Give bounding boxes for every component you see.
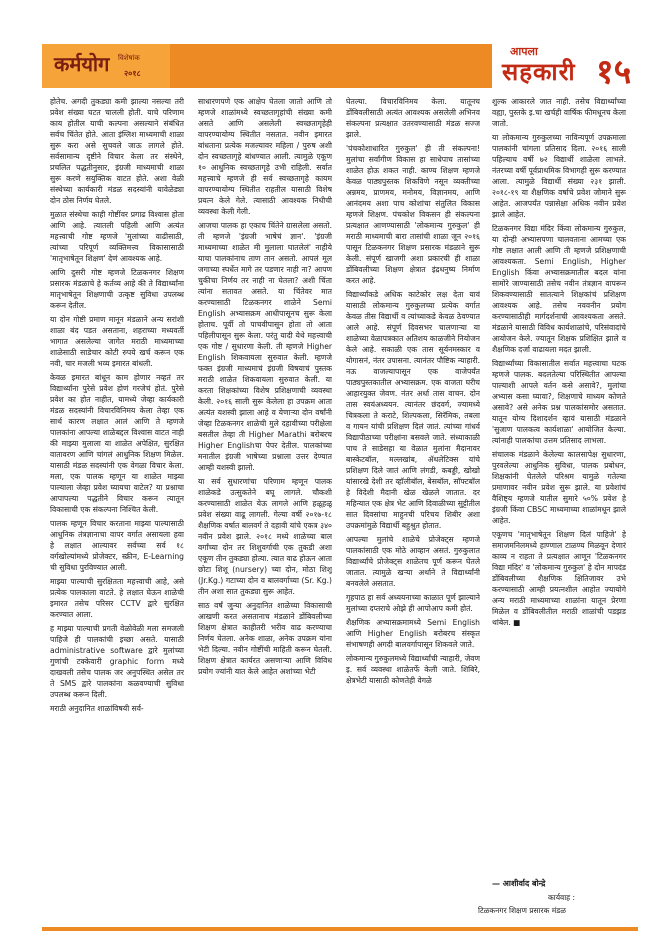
brand-small: आपला (510, 45, 538, 58)
paragraph: घेतल्या. विचारविनिमय केला. यातूनच डोंबिवलीसाठी अत्यंत आवश्यक असलेली अभिनव संकल्पना प्रत्यक्षात उतरवण्यासाठी मंडळ सज्ज झाले. (346, 97, 480, 139)
paragraph: माझ्या पाल्याची सुरक्षितता महत्त्वाची आहे, असे प्रत्येक पालकाला वाटते. हे लक्षात घेऊन शाळेची इमारत तसेच परिसर CCTV द्वारे सुरक्षित करण्यात आला. (50, 577, 184, 619)
paragraph: साठ वर्षं जुन्या अनुदानित शाळेच्या विकासाची आखणी करत असतानाच मंडळाने डोंबिवलीच्या शिक्षण क्षेत्रात काहीतरी भरीव वाढ करण्याचा निर्णय घेतला. अनेक शाळा, अनेक उपक्रम यांना भेटी दिल्या. नवीन गोष्टींची माहिती करून घेतली. शिक्षण क्षेत्रात कार्यरत असणाऱ्या आणि विविध प्रयोग ज्यांनी यात केले आहेत अशांच्या भेटी (198, 601, 332, 676)
paragraph: मराठी अनुदानित शाळांविषयी सर्व- (50, 704, 144, 713)
paragraph: शुल्क आकारले जात नाही. तसेच विद्यार्थ्यांच्या वह्या, पुस्तके इ.चा खर्चही वार्षिक फीमधूनच केला जातो. (492, 97, 626, 128)
page-number: १५ (596, 52, 632, 92)
page-header (42, 44, 638, 92)
paragraph: या सर्व सुधारणांचा परिणाम म्हणून पालक शाळेकडे उत्सुकतेने बघू लागले. चौकशी करण्यासाठी शाळेत येऊ लागले आणि हळूहळू प्रवेश संख्या वाढू लागली. गेल्या वर्षी २०१७-१८ शैक्षणिक वर्षात बालवर्ग ते दहावी यांचे एकत्र ३४० नवीन प्रवेश झाले. २०१८ मध्ये शाळेच्या बाल वर्गांच्या दोन तर शिशुवर्गाची एक तुकडी अशा एकूण तीन तुकड्या होत्या. त्यात वाढ होऊन आता छोटा शिशू (nursery) च्या दोन, मोठा शिशू (Jr.Kg.) गटाच्या दोन व बालवर्गाच्या (Sr. Kg.) तीन अशा सात तुकड्या सुरू आहेत. (198, 477, 332, 596)
logo-sub: विशेषांक (118, 54, 140, 62)
article-column-2 (198, 96, 332, 902)
issue-logo (42, 44, 170, 88)
paragraph: होतेच. अगदी तुकड्या कमी झाल्या नसल्या तरी प्रवेश संख्या घटत चालली होती. याचे परिणाम काय होतील याची कल्पना असल्याने संबंधित सर्वच चिंतेत होते. आता इंग्लिश माध्यमाची शाळा सुरू करा असे सुचवले जाऊ लागले होते. सर्वसामान्य दृष्टीने विचार केला तर संस्थेने, प्रचलित पद्धतीनुसार, इंग्रजी माध्यमाची शाळा सुरू करणे सयुक्तिक वाटत होते. अशा वेळी संस्थेच्या कार्यकारी मंडळ सदस्यांनी यावेळेड्या दोन ठोस निर्णय घेतले. (50, 97, 184, 205)
brand-title: सहकारी (502, 58, 576, 86)
paragraph: आणि दुसरी गोष्ट म्हणजे टिळकनगर शिक्षण प्रसारक मंडळाचे हे कर्तव्य आहे की ते विद्यार्थ्यांना मातृभाषेतून शिक्षणाची उत्कृष्ट सुविधा उपलब्ध करून देतील. (50, 268, 184, 310)
paragraph: आजचा पालक हा एकाच चिंतेने ग्रासलेला असतो. ती म्हणजे 'इंग्रजी भाषेचं ज्ञान'. 'इंग्रजी माध्यमाच्या शाळेत मी मुलाला घातलेलं' नाहीये याचा पालकांनाच ताण तान असतो. आपलं मूल जगाच्या स्पर्धेत मागे तर पडणार नाही ना? आपण चुकीचा निर्णय तर नाही ना घेतला? अशी चिंता त्यांना सतावत असते. या चिंतेवर मात करण्यासाठी टिळकनगर शाळेने Semi English अभ्यासक्रम आधीपासूनच सुरू केला होताच. पूर्वी तो पाचवीपासून होता तो आता पहिलीपासून सुरू केला. परंतु यादी येथे महत्त्वाची एक गोष्ट / सुधारणा केली. ती म्हणजे Higher English शिकवायला सुरुवात केली. म्हणजे फक्त इंग्रजी माध्यमाचं इंग्रजी विषयाचं पुस्तक मराठी शाळेत शिकवायला सुरुवात केली. या करता शिक्षकांच्या विशेष प्रशिक्षणाची व्यवस्था केली. २०१६ साली सुरू केलेला हा उपक्रम आता अत्यंत यशस्वी झाला आहे व येणाऱ्या दोन वर्षांनी जेव्हा टिळकनगर शाळेची मुले दहावीच्या परीक्षेला बसतील तेव्हा ती Higher Marathi बरोबरच Higher Englishचा पेपर देतील. पालकांच्या मनातील इंग्रजी भाषेच्या प्रश्नाला उत्तर देण्यात आम्ही यशस्वी झालो. (198, 221, 332, 472)
author-role: कार्यवाह : (548, 893, 576, 902)
paragraph: ह माझ्या पाल्याची प्रगती वेळोवेळी मला समजली पाहिजे ही पालकांची इच्छा असते. यासाठी administrative software द्वारे मुलांच्या गुणांची टक्केवारी graphic form मध्ये दाखवली तसेच पालक जर अनुपस्थित असेल तर ते SMS द्वारे पालकांना कळवण्याची सुविधा उपलब्ध करून दिली. (50, 624, 184, 699)
paragraph: आपल्या मुलांचे शाळेचे प्रोजेक्ट्स म्हणजे पालकांसाठी एक मोठे आव्हान असतं. गुरुकुलात विद्यार्थ्यांचे प्रोजेक्ट्स शाळेतच पूर्ण करून घेतले जातात. त्यामुळे खऱ्या अर्थाने ते विद्यार्थ्यांनी बनवलेले असतात. (346, 535, 480, 588)
paragraph: विद्यार्थ्यांच्या विकासातील सर्वात महत्त्वाचा घटक म्हणजे पालक. बदलतेल्या परिस्थितीत आपल्या पाल्याशी आपले वर्तन कसे असावे?, मुलांचा अभ्यास कसा घ्यावा?, शिक्षणाचे माध्यम कोणते असावे? असे अनेक प्रश्न पालकांसमोर असतात. यातून योग्य दिशादर्शन व्हावं यासाठी मंडळाने 'सुजाण पालकत्व कार्यशाळा' आयोजित केल्या. त्यांनाही पालकांचा उत्तम प्रतिसाद लाभला. (492, 359, 626, 445)
logo-year: २०१८ (124, 69, 141, 78)
paragraph: मुळात संस्थेचा काही गोष्टींवर प्रगाढ विश्वास होता आणि आहे. त्यातली पहिली आणि अत्यंत महत्त्वाची गोष्ट म्हणजे 'मुलांच्या वाढीसाठी, त्यांच्या परिपूर्ण व्यक्तिमत्त्व विकासासाठी 'मातृभाषेतून शिक्षण' देणं आवश्यक आहे. (50, 210, 184, 263)
paragraph: केवळ इमारत बांधून काम होणार नव्हतं तर विद्यार्थ्यांना पुरेसे प्रवेश होणं गरजेचं होतं. पुरेसे प्रवेश का होत नाहीत, यामध्ये जेव्हा कार्यकारी मंडळ सदस्यांनी विचारविनिमय केला तेव्हा एक सार्थ कारण लक्षात आलं आणि ते म्हणजे पालकांना आपल्या शाळेबद्दल विश्वास वाटत नाही की माझ्या मुलाला या शाळेत अपेक्षित, सुरक्षित वातावरण आणि चांगलं आधुनिक शिक्षण मिळेल. यासाठी मंडळ सदस्यांनी एक वेगळा विचार केला. मला, एक पालक म्हणून या शाळेत माझ्या पाल्याला जेव्हा प्रवेश घ्यायचा वाटेल? या प्रश्नाचा आपापल्या पद्धतीने विचार करून त्यातून विकासाची एक संकल्पना निश्चित केली. (50, 373, 184, 514)
paragraph: साधारणपणे एक आक्षेप घेतला जातो आणि तो म्हणजे शाळांमध्ये स्वच्छतागृहांची संख्या कमी असते आणि असलेली स्वच्छतागृहेही वापरण्यायोग्य स्थितीत नसतात. नवीन इमारत बांधताना प्रत्येक मजल्यावर महिला / पुरुष अशी दोन स्वच्छतागृहे बांधण्यात आली. त्यामुळे एकूण १० आधुनिक स्वच्छतागृहे उभी राहिली. सर्वात महत्त्वाचे म्हणजे ही सर्व स्वच्छतागृहे कायम वापरण्यायोग्य स्थितीत राहतील यासाठी विशेष प्रयत्न केले गेले. त्यासाठी आवश्यक निधीची व्यवस्था केली गेली. (198, 97, 332, 216)
article-column-1 (50, 96, 184, 902)
article-body (50, 96, 626, 902)
paragraph: 'पंचकोशाधारित गुरुकुल' ही ती संकल्पना! मुलांचा सर्वांगीण विकास हा साधेपाच तासांच्या शाळेत होऊ शकत नाही. काण्य शिक्षण म्हणजे केवळ पाठ्यपुस्तक शिकविणे नसून व्यक्तीच्या अन्नमय, प्राणमय, मनोमय, विज्ञानमय, आणि आनंदमय अशा पाच कोशांचा संतुलित विकास म्हणजे शिक्षण. पंचकोश विकसन ही संकल्पना प्रत्यक्षात आणण्यासाठी 'लोकमान्य गुरुकुल' ही मराठी माध्यमाची बारा तासांची शाळा जून २०१६ पासून टिळकनगर शिक्षण प्रसारक मंडळाने सुरू केली. संपूर्ण खाजगी अशा प्रकारची ही शाळा डोंबिवलीच्या शिक्षण क्षेत्रात इंद्रधनुष्य निर्माण करत आहे. (346, 144, 480, 285)
magazine-brand (492, 44, 638, 92)
paragraph: पालक म्हणून विचार करताना माझ्या पाल्यासाठी आधुनिक तंत्रज्ञानाचा वापर वर्गात असायला हवा हे लक्षात आल्यावर सर्वच्या सर्व १८ वर्गखोल्यांमध्ये प्रोजेक्टर, स्क्रीन, E-Learning ची सुविधा पुरविण्यात आली. (50, 519, 184, 572)
author-name: — आशीर्वाद बोन्द्रे (492, 879, 546, 888)
article-column-4 (492, 96, 626, 902)
logo-text: कर्मयोग (54, 52, 110, 76)
author-organization: टिळकनगर शिक्षण प्रसारक मंडळ (478, 906, 566, 915)
footer-bar (42, 927, 638, 931)
paragraph: या दोन गोष्टी प्रमाण मानून मंडळाने अन्य सरांशी शाळा बंद पडत असताना, शहराच्या मध्यवर्ती भागात असलेल्या जागेत मराठी माध्यमाच्या शाळेसाठी साडेचार कोटी रुपये खर्च करून एक नवी, चार मजली भव्य इमारत बांधली. (50, 315, 184, 368)
paragraph: या लोकमान्य गुरुकुलच्या नाविन्यपूर्ण उपक्रमाला पालकांनी चांगला प्रतिसाद दिला. २०१६ साली पहिल्याच वर्षी ७२ विद्यार्थी शाळेला लाभले. नंतरच्या वर्षी पूर्वप्राथमिक विभागही सुरू करण्यात आला. त्यामुळे विद्यार्थी संख्या २३१ झाली. २०१८-१९ या शैक्षणिक वर्षाचे प्रवेश जोमाने सुरू आहेत. आजपर्यंत पन्नासेक्षा अधिक नवीन प्रवेश झाले आहेत. (492, 133, 626, 219)
paragraph: एकूणच 'मातृभाषेतून शिक्षण दिलं पाहिजे' हे समाजमनिलमध्ये हाण्णाल टाळण्य मिळवून देणारं काव्य न राहता ते प्रत्यक्षात आणून 'टिळकनगर विद्या मंदिर' व 'लोकमान्य गुरुकुल' हे दोन मापदंड डोंबिवलीच्या शैक्षणिक क्षितिजावर उभे करण्यासाठी आम्ही प्रयत्नशील आहोत ज्यायोगे अन्य मराठी माध्यमाच्या शाळांना यातून प्रेरणा मिळेल व डोंबिवलीतील मराठी शाळांची पडझड थांबेल. ■ (492, 530, 626, 627)
paragraph: टिळकनगर विद्या मंदिर किंवा लोकमान्य गुरुकुल, या दोन्ही अभ्यासपणा चालवताना आमच्या एक गोष्ट लक्षात आली आणि ती म्हणजे प्रशिक्षणाची आवश्यकता. Semi English, Higher English किंवा अभ्यासक्रमातील बदल यांना सामोरे जाण्यासाठी तसेच नवीन तंत्रज्ञान वापरून शिकवण्यासाठी सातत्याने शिक्षकांचं प्रशिक्षण आवश्यक आहे. तसेच नववनीन प्रयोग करण्यासाठीही मार्गदर्शनाची आवश्यकता असते. मंडळाने यासाठी विविध कार्यशाळांचे, परिसंवादांचे आयोजन केले. ज्यातून शिक्षक प्रशिक्षित झाले व शैक्षणिक दर्जा वाढायला मदत झाली. (492, 224, 626, 354)
paragraph: शैक्षणिक अभ्यासक्रमामध्ये Semi English आणि Higher English बरोबरच संस्कृत संभाषणही अगदी बालवर्गापासून शिकवले जाते. (346, 618, 480, 649)
paragraph: लोकमान्य गुरुकुलमध्ये विद्यार्थ्यांची न्याहारी, जेवण इ. सर्व व्यवस्था शाळेतर्फे केली जाते. शिबिरे, क्षेत्रभेटी यासाठी कोणतेही वेगळे (346, 654, 480, 685)
paragraph: गृहपाठ हा सर्व अध्ययनाच्या काळात पूर्ण झाल्याने मुलांच्या दप्तराचे ओझे ही आपोआप कमी होतं. (346, 593, 480, 613)
article-column-3 (346, 96, 480, 902)
paragraph: विद्यार्थ्यांकडे अधिक काटेकोर लक्ष देता यावं यासाठी लोकमान्य गुरुकुलच्या प्रत्येक वर्गात केवळ तीस विद्यार्थी व त्यांच्याकडे केवळ ठेवण्यात आले आहे. संपूर्ण दिवसभर चालणाऱ्या या शाळेच्या वेळापत्रकात अतिशय काळजीने नियोजन केले आहे. सकाळी एक तास सूर्यनमस्कार व योगासनं, नंतर उपासना. त्यानंतर पौष्टिक न्याहारी. नऊ वाजल्यापासून एक वाजेपर्यंत पाठ्यपुस्तकातील अभ्यासक्रम. एक वाजता घरीच आहारयुक्त जेवण. नंतर अर्धा तास वाचन. दोन तास स्वयंअध्ययन. त्यानंतर छंदवर्ग, ज्यामध्ये चित्रकला ते कराटे, शिल्पकला, सिरॅमिक, तबला व गायन यांची प्रशिक्षण दिलं जातं. त्यांच्या गांधर्व विद्यापीठाच्या परीक्षांना बसवले जाते. संध्याकाळी पाच ते साडेसहा या वेळात मुलांना मैदानावर बास्केटबॉल, मल्लखांब, ॲथलेटिक्स यांचे प्रशिक्षण दिले जातं आणि लंगडी, कबड्डी, खोखो यांसारखे देशी तर व्हॉलीबॉल, बेसबॉल, सॉफ्टबॉल हे विदेशी मैदानी खेळ खेळले जातात. दर महिन्यात एक क्षेत्र भेट आणि दिवाळीच्या सुट्टीतील सात दिवसांचा माहुनची परिचय शिबीर अशा उपक्रमांमुळे विद्यार्थी बहुश्रुत होतात. (346, 290, 480, 530)
paragraph: संचालक मंडळाने केलेल्या कालसापेक्ष सुधारणा, पुरवलेल्या आधुनिक सुविधा, पालक प्रबोधन, शिक्षकांनी घेतलेले परिश्रम यामुळे गतेल्या प्रमाणावर नवीन प्रवेश सुरू झाले. या प्रवेशांचं वैशिष्ट्य म्हणजे यातील सुमारे ५०% प्रवेश हे इंग्रजी किंवा CBSC माध्यमाच्या शाळांमधून झाले आहेत. (492, 450, 626, 525)
